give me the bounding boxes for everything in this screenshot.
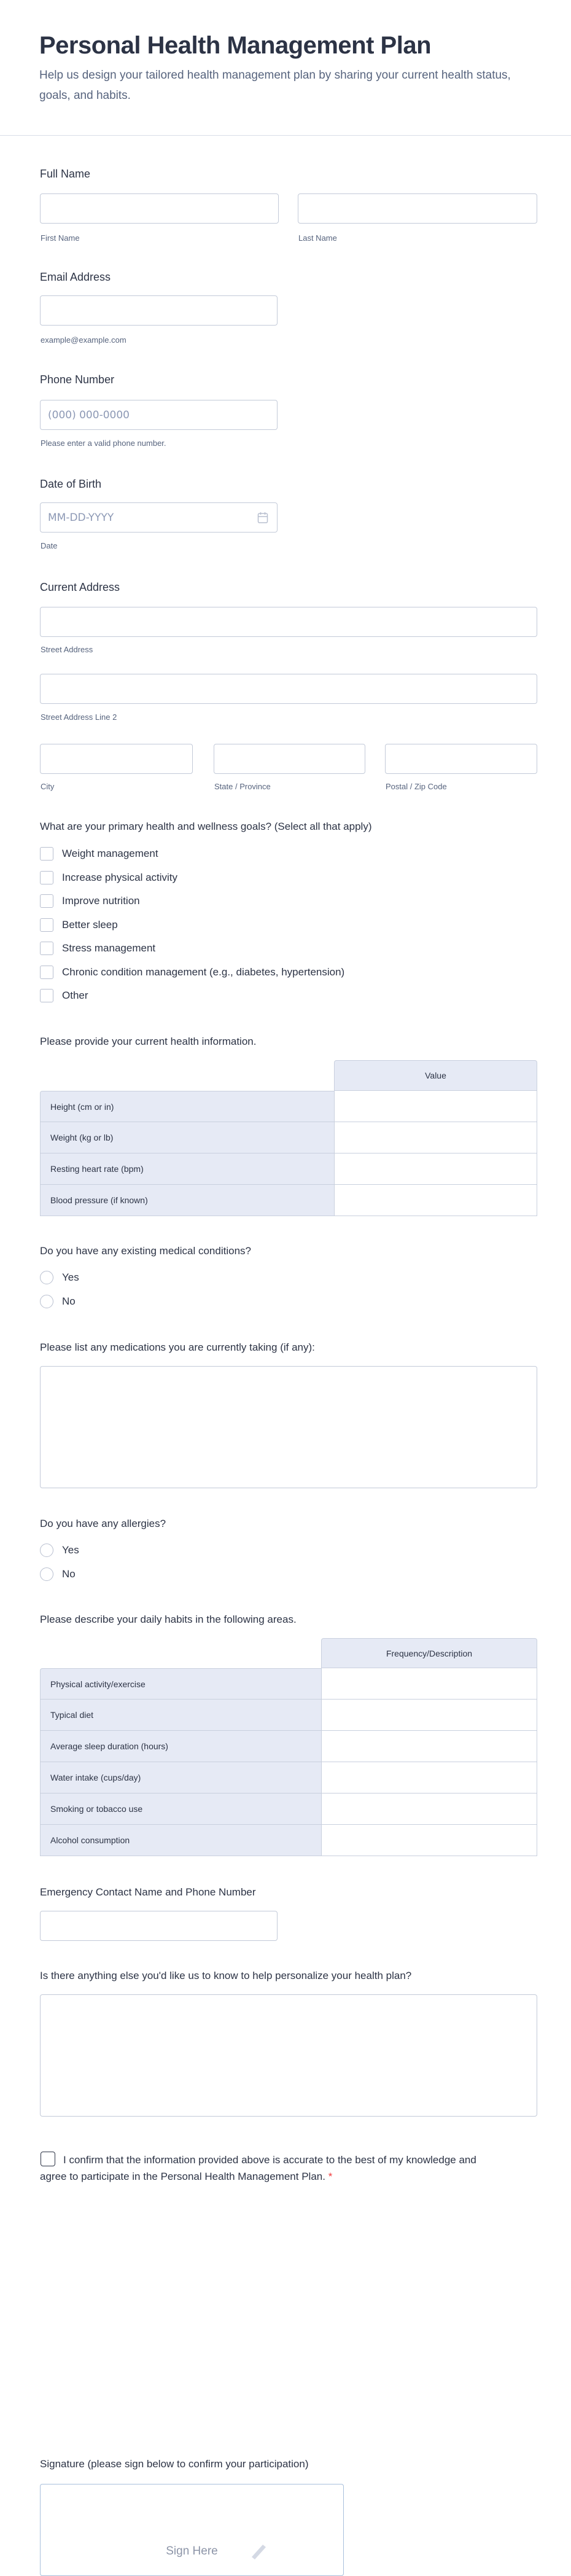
- emergency-label: Emergency Contact Name and Phone Number: [40, 1886, 256, 1898]
- first-name-input[interactable]: [40, 193, 279, 224]
- goal-checkbox[interactable]: [40, 847, 53, 861]
- form-subtitle: Help us design your tailored health management plan by sharing your current health status, goals, and habits.: [39, 69, 511, 102]
- dob-input[interactable]: [40, 502, 278, 533]
- table-row: [40, 1185, 537, 1216]
- dob-placeholder: MM-DD-YYYY: [48, 512, 114, 524]
- radio-label[interactable]: No: [62, 1568, 76, 1580]
- row-label: Resting heart rate (bpm): [40, 1153, 334, 1185]
- row-label: Weight (kg or lb): [40, 1122, 334, 1153]
- first-name-sublabel: First Name: [41, 233, 80, 243]
- goal-option-label[interactable]: Improve nutrition: [62, 895, 140, 907]
- goals-label: What are your primary health and wellness goals? (Select all that apply): [40, 821, 372, 832]
- radio-label[interactable]: No: [62, 1295, 76, 1307]
- value-cell[interactable]: [334, 1091, 537, 1122]
- table-row: [40, 1700, 537, 1731]
- confirm-text: I confirm that the information provided above is accurate to the best of my knowledge and agree to participate in the Personal Health Management Plan.: [40, 2154, 476, 2182]
- table-row: [40, 1731, 537, 1762]
- city-sublabel: City: [41, 782, 55, 791]
- goal-checkbox[interactable]: [40, 966, 53, 979]
- habits-table: [40, 1638, 537, 1856]
- value-cell[interactable]: [321, 1700, 537, 1731]
- calendar-icon[interactable]: [257, 512, 268, 524]
- row-label: Physical activity/exercise: [40, 1668, 321, 1700]
- radio-yes[interactable]: [40, 1544, 53, 1557]
- pen-icon: [249, 2541, 268, 2559]
- habits-label: Please describe your daily habits in the following areas.: [40, 1614, 297, 1625]
- header-divider: [0, 135, 571, 136]
- radio-label[interactable]: Yes: [62, 1544, 79, 1556]
- row-label: Alcohol consumption: [40, 1825, 321, 1856]
- phone-placeholder: (000) 000-0000: [48, 409, 130, 421]
- full-name-label: Full Name: [40, 168, 91, 180]
- email-helper: example@example.com: [41, 335, 126, 345]
- row-label: Height (cm or in): [40, 1091, 334, 1122]
- table-row: [40, 1122, 537, 1153]
- last-name-sublabel: Last Name: [298, 233, 337, 243]
- state-sublabel: State / Province: [214, 782, 271, 791]
- goal-option-label[interactable]: Stress management: [62, 942, 156, 954]
- goal-checkbox[interactable]: [40, 989, 53, 1002]
- signature-pad[interactable]: [40, 2484, 344, 2576]
- street2-input[interactable]: [40, 674, 537, 704]
- row-label: Water intake (cups/day): [40, 1762, 321, 1793]
- conditions-label: Do you have any existing medical conditions?: [40, 1245, 251, 1257]
- postal-input[interactable]: [385, 744, 537, 774]
- medications-label: Please list any medications you are currently taking (if any):: [40, 1341, 315, 1353]
- street-input[interactable]: [40, 607, 537, 637]
- street-sublabel: Street Address: [41, 645, 93, 654]
- value-cell[interactable]: [334, 1122, 537, 1153]
- allergies-label: Do you have any allergies?: [40, 1518, 166, 1529]
- corner-cell: [40, 1060, 334, 1091]
- last-name-input[interactable]: [298, 193, 537, 224]
- value-cell[interactable]: [321, 1731, 537, 1762]
- email-label: Email Address: [40, 271, 111, 283]
- table-row: [40, 1153, 537, 1185]
- goal-checkbox[interactable]: [40, 942, 53, 955]
- anything-else-label: Is there anything else you'd like us to know to help personalize your health plan?: [40, 1970, 412, 1981]
- value-cell[interactable]: [321, 1668, 537, 1700]
- goal-checkbox[interactable]: [40, 894, 53, 908]
- column-header: Value: [334, 1060, 537, 1091]
- value-cell[interactable]: [334, 1185, 537, 1216]
- goal-option-label[interactable]: Other: [62, 989, 88, 1001]
- goal-option-label[interactable]: Better sleep: [62, 918, 118, 931]
- health-info-table: [40, 1060, 537, 1216]
- table-row: [40, 1825, 537, 1856]
- dob-helper: Date: [41, 541, 58, 550]
- radio-label[interactable]: Yes: [62, 1271, 79, 1283]
- goal-option-label[interactable]: Weight management: [62, 848, 158, 859]
- state-input[interactable]: [214, 744, 365, 774]
- row-label: Blood pressure (if known): [40, 1185, 334, 1216]
- city-input[interactable]: [40, 744, 193, 774]
- signature-placeholder: Sign Here: [166, 2545, 218, 2558]
- emergency-input[interactable]: [40, 1911, 278, 1941]
- required-asterisk: *: [328, 2171, 333, 2182]
- goal-option-label[interactable]: Chronic condition management (e.g., diabetes, hypertension): [62, 966, 345, 978]
- goal-option-label[interactable]: Increase physical activity: [62, 871, 178, 883]
- value-cell[interactable]: [321, 1825, 537, 1856]
- column-header: Frequency/Description: [321, 1638, 537, 1668]
- radio-yes[interactable]: [40, 1271, 53, 1284]
- phone-label: Phone Number: [40, 373, 115, 386]
- health-info-label: Please provide your current health information.: [40, 1036, 257, 1047]
- table-row: [40, 1793, 537, 1825]
- medications-textarea[interactable]: [40, 1366, 537, 1488]
- postal-sublabel: Postal / Zip Code: [386, 782, 447, 791]
- row-label: Smoking or tobacco use: [40, 1793, 321, 1825]
- value-cell[interactable]: [334, 1153, 537, 1185]
- table-row: [40, 1668, 537, 1700]
- table-row: [40, 1762, 537, 1793]
- row-label: Average sleep duration (hours): [40, 1731, 321, 1762]
- row-label: Typical diet: [40, 1700, 321, 1731]
- corner-cell: [40, 1638, 321, 1668]
- phone-input[interactable]: [40, 400, 278, 430]
- goal-checkbox[interactable]: [40, 918, 53, 932]
- address-label: Current Address: [40, 581, 120, 593]
- goal-checkbox[interactable]: [40, 871, 53, 884]
- signature-label: Signature (please sign below to confirm your participation): [40, 2458, 309, 2470]
- email-input[interactable]: [40, 295, 278, 326]
- radio-no[interactable]: [40, 1567, 53, 1581]
- phone-helper: Please enter a valid phone number.: [41, 439, 166, 448]
- value-cell[interactable]: [321, 1793, 537, 1825]
- dob-label: Date of Birth: [40, 478, 102, 490]
- street2-sublabel: Street Address Line 2: [41, 712, 117, 722]
- table-row: [40, 1091, 537, 1122]
- anything-else-textarea[interactable]: [40, 1994, 537, 2117]
- form-title: Personal Health Management Plan: [39, 32, 432, 59]
- radio-no[interactable]: [40, 1295, 53, 1308]
- value-cell[interactable]: [321, 1762, 537, 1793]
